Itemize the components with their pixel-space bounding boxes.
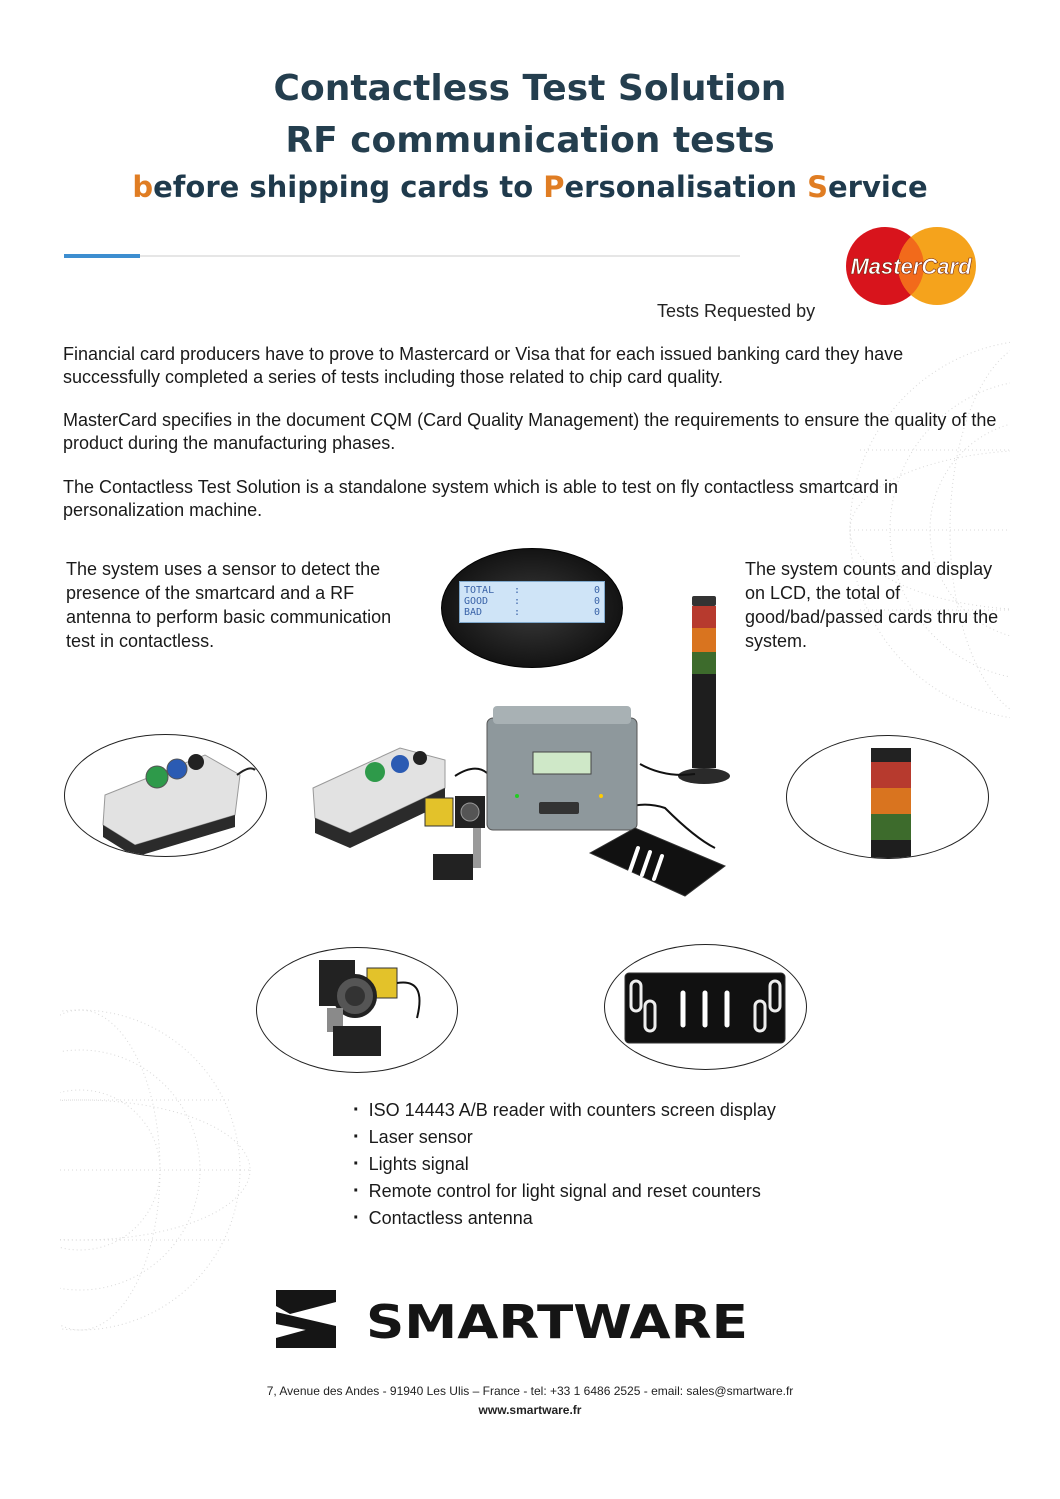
laser-sensor-photo	[256, 947, 458, 1073]
system-assembly-photo	[305, 698, 735, 920]
subtitle-text-2: ersonalisation	[564, 170, 808, 204]
lcd-row-good: GOOD : 0	[464, 596, 600, 607]
page-title: Contactless Test Solution	[273, 68, 787, 109]
subtitle-text-1: efore shipping cards to	[153, 170, 544, 204]
sensor-caption: The system uses a sensor to detect the presence of the smartcard and a RF antenna to perform basic communication test in contactless.	[66, 559, 392, 651]
intro-paragraph-2: MasterCard specifies in the document CQM (Card Quality Management) the requirements to ensure the quality of the product during the manufacturing phases.	[63, 410, 997, 453]
divider-accent	[64, 254, 140, 258]
feature-item: · Contactless antenna	[353, 1205, 776, 1232]
lcd-caption: The system counts and display on LCD, the total of good/bad/passed cards thru the system.	[745, 559, 999, 651]
feature-list	[353, 1097, 776, 1232]
subtitle-initial-s: S	[807, 170, 828, 204]
mastercard-logo-text: MasterCard	[850, 254, 972, 279]
intro-paragraph-3: The Contactless Test Solution is a standalone system which is able to test on fly contactless smartcard in personalization machine.	[63, 477, 899, 520]
company-address: 7, Avenue des Andes - 91940 Les Ulis – France - tel: +33 1 6486 2525 - email: sales@smartware.fr	[266, 1384, 794, 1398]
subtitle-text-3: ervice	[827, 170, 928, 204]
lcd-photo	[441, 548, 623, 668]
smartware-logo-text: SMARTWARE	[366, 1295, 748, 1349]
page-title-line2: RF communication tests	[285, 120, 775, 161]
globe-pattern-left	[60, 1000, 260, 1340]
tests-requested-label: Tests Requested by	[657, 301, 816, 321]
page-subtitle	[0, 170, 1060, 204]
light-tower-zoom-photo	[786, 735, 989, 859]
subtitle-initial-b: b	[132, 170, 154, 204]
smartware-logo	[270, 1284, 760, 1354]
divider-line	[64, 255, 740, 257]
feature-item: · Lights signal	[353, 1151, 776, 1178]
remote-control-photo	[64, 734, 267, 857]
contactless-antenna-photo	[604, 944, 807, 1070]
mastercard-logo	[845, 226, 977, 306]
feature-item: · Laser sensor	[353, 1124, 776, 1151]
company-website[interactable]: www.smartware.fr	[478, 1403, 582, 1417]
lcd-screen	[459, 581, 605, 623]
intro-paragraph-1: Financial card producers have to prove to Mastercard or Visa that for each issued banking card they have successfully completed a series of tests including those related to chip card quality.	[63, 344, 904, 387]
lcd-row-total: TOTAL : 0	[464, 585, 600, 596]
lcd-row-bad: BAD : 0	[464, 607, 600, 618]
subtitle-initial-p: P	[543, 170, 565, 204]
feature-item: · Remote control for light signal and reset counters	[353, 1178, 776, 1205]
feature-item: · ISO 14443 A/B reader with counters screen display	[353, 1097, 776, 1124]
smartware-mark-icon	[276, 1290, 336, 1348]
